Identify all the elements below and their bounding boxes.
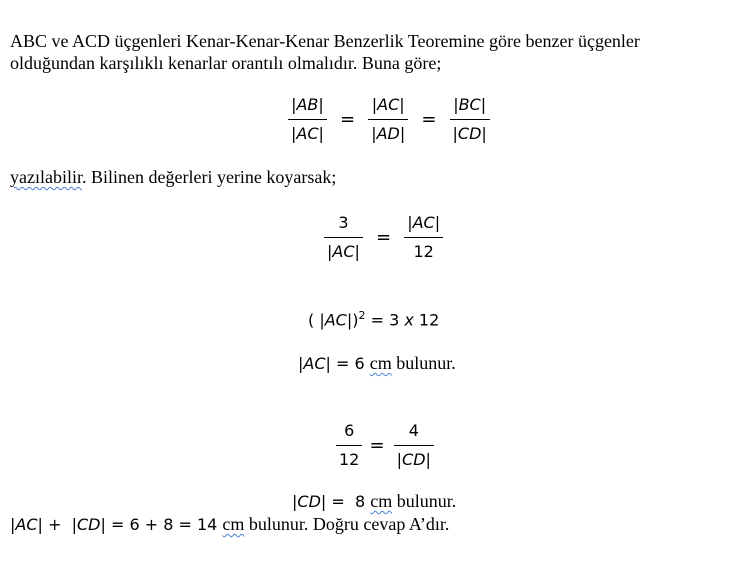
fraction-bar bbox=[288, 119, 327, 120]
numerator: |AC| bbox=[371, 95, 405, 114]
result-value: = 8 bbox=[326, 492, 371, 511]
spellcheck-word: yazılabilir bbox=[10, 167, 82, 187]
fraction-bar bbox=[394, 445, 434, 446]
equals-sign: = bbox=[376, 226, 392, 248]
variable-cd: |CD| bbox=[292, 492, 327, 511]
fraction-ab-ac bbox=[288, 94, 327, 145]
equals-sign: = bbox=[369, 434, 385, 456]
ac-result bbox=[298, 352, 456, 375]
denominator: |AD| bbox=[371, 124, 406, 143]
denominator: |AC| bbox=[291, 124, 324, 143]
numerator: 3 bbox=[338, 213, 349, 232]
open-paren: ( bbox=[308, 310, 320, 330]
close-paren: ) bbox=[352, 310, 359, 330]
fraction-4-cd bbox=[394, 420, 434, 471]
proportion-equation bbox=[288, 94, 490, 145]
numerator: |AB| bbox=[291, 95, 324, 114]
unit-cm: cm bbox=[370, 491, 393, 511]
equals-sign: = bbox=[340, 108, 356, 130]
final-text: bulunur. Doğru cevap A’dır. bbox=[244, 514, 450, 534]
denominator: |CD| bbox=[452, 124, 487, 143]
fraction-bc-cd bbox=[450, 94, 490, 145]
times-symbol: x bbox=[404, 310, 414, 330]
numerator: 4 bbox=[408, 421, 419, 440]
final-answer bbox=[10, 513, 449, 536]
variable-ac: |AC| bbox=[10, 515, 43, 534]
result-text: bulunur. bbox=[392, 491, 457, 511]
equals-sign: = bbox=[421, 108, 437, 130]
denominator: |AC| bbox=[327, 242, 360, 261]
denominator: 12 bbox=[413, 242, 434, 261]
fraction-bar bbox=[404, 237, 443, 238]
fraction-bar bbox=[368, 119, 408, 120]
equation-rhs-2: 12 bbox=[413, 310, 440, 330]
intro-line-1-text: ABC ve ACD üçgenleri Kenar-Kenar-Kenar Benzerlik Teoremine göre benzer üçgenler bbox=[10, 31, 640, 51]
numerator: |BC| bbox=[453, 95, 487, 114]
unit-cm: cm bbox=[222, 514, 245, 534]
numerator: |AC| bbox=[407, 213, 441, 232]
substitution-line bbox=[10, 166, 336, 188]
substituted-equation bbox=[324, 212, 443, 263]
exponent: 2 bbox=[358, 309, 366, 322]
equation-rhs: = 3 bbox=[365, 310, 405, 330]
cd-result bbox=[292, 490, 456, 513]
denominator: 12 bbox=[339, 450, 360, 469]
intro-line-1 bbox=[10, 30, 640, 52]
unit-cm: cm bbox=[369, 353, 392, 373]
square-equation bbox=[308, 305, 439, 331]
fraction-bar bbox=[336, 445, 362, 446]
fraction-bar bbox=[324, 237, 363, 238]
fraction-bar bbox=[450, 119, 490, 120]
fraction-6-12 bbox=[336, 420, 362, 471]
cd-equation bbox=[336, 420, 434, 471]
fraction-ac-12 bbox=[404, 212, 443, 263]
denominator: |CD| bbox=[396, 450, 431, 469]
intro-line-2-text: olduğundan karşılıklı kenarlar orantılı olmalıdır. Buna göre; bbox=[10, 53, 442, 73]
variable-ac: |AC| bbox=[298, 354, 331, 373]
numerator: 6 bbox=[344, 421, 355, 440]
variable-cd: |CD| bbox=[71, 515, 106, 534]
plus-sign: + bbox=[42, 515, 72, 534]
variable-ac: |AC| bbox=[319, 310, 353, 330]
substitution-text: . Bilinen değerleri yerine koyarsak; bbox=[81, 167, 337, 187]
sum-value: = 6 + 8 = 14 bbox=[105, 515, 223, 534]
fraction-ac-ad bbox=[368, 94, 408, 145]
fraction-3-ac bbox=[324, 212, 363, 263]
intro-line-2 bbox=[10, 52, 441, 74]
result-value: = 6 bbox=[330, 354, 370, 373]
result-text: bulunur. bbox=[391, 353, 456, 373]
